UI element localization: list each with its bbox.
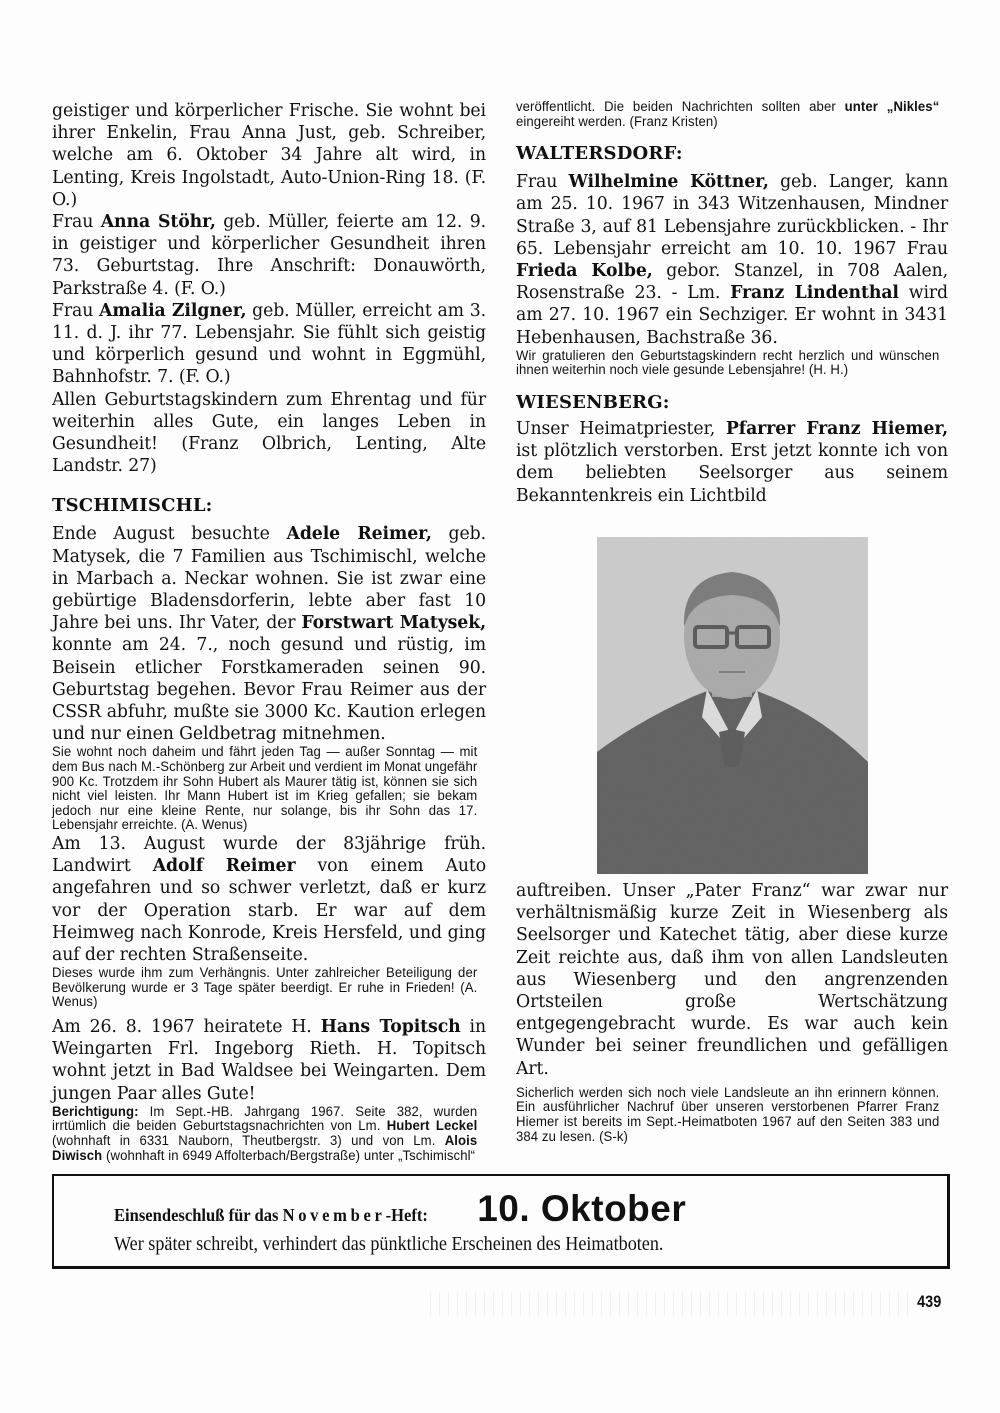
text: von einem Auto angefahren und so schwer verletzt, daß er kurz vor der Operation starb. Er war auf dem Heimweg nach Konrode, Kreis Hersfeld, und ging auf der rechten Straßenseite. <box>52 856 487 966</box>
right-column-lower <box>516 880 948 1144</box>
text: in Weingarten Frl. Ingeborg Rieth. H. Topitsch wohnt jetzt in Bad Waldsee bei Weingarten. Dem jungen Paar alles Gute! <box>52 1017 486 1104</box>
intro-paragraph: geistiger und körperlicher Frische. Sie wohnt bei ihrer Enkelin, Frau Anna Just, geb. Schreiber, welche am 6. Oktober 34 Jahre alt wird, in Lenting, Kreis Ingolstadt, Auto-Union-Ring 18. (F. O.) <box>52 101 486 210</box>
waltersdorf-small-paragraph: Wir gratulieren den Geburtstagskindern recht herzlich und wünschen ihnen weiterhin noch viele gesunde Lebensjahre! (H. H.) <box>516 347 940 378</box>
text: geb. Langer, kann am 25. 10. 1967 in 343 Witzenhausen, Mindner Straße 3, auf 81 Lebensjahre zurückblicken. - Ihr 65. Lebensjahr erreicht am 10. 10. 1967 Frau <box>516 172 948 259</box>
person-name: Franz Lindenthal <box>730 283 899 304</box>
person-name: Hubert Leckel <box>386 1118 478 1134</box>
deadline-line <box>114 1188 686 1230</box>
text: Ende August besuchte <box>52 524 287 545</box>
person-name: Anna Stöhr, <box>100 212 216 233</box>
portrait-photo <box>597 537 868 874</box>
zilgner-paragraph <box>52 300 486 389</box>
deadline-date: 10. Oktober <box>477 1188 687 1229</box>
section-heading-tschimischl: TSCHIMISCHL: <box>52 495 213 517</box>
person-name: Alois Diwisch <box>52 1133 478 1163</box>
nikles-label: unter „Nikles“ <box>844 99 940 114</box>
text: Unser Heimatpriester, <box>516 419 726 439</box>
month: November <box>282 1205 386 1225</box>
text: Im Sept.-HB. Jahrgang 1967. Seite 382, wurden irrtümlich die beiden Geburtstagsnachrichten von Lm. <box>52 1103 478 1134</box>
correction-paragraph <box>52 1105 477 1163</box>
reimer-paragraph <box>52 523 486 745</box>
text: geb. Müller, erreicht am 3. 11. d. J. ihr 77. Lebensjahr. Sie fühlt sich geistig und körperlich gesund und wohnt in Eggmühl, Bahnhofstr. 7. (F. O.) <box>52 300 486 388</box>
text: geb. Müller, feierte am 12. 9. in geistiger und körperlicher Gesundheit ihren 73. Geburtstag. Ihre Anschrift: Donauwörth, Parkstraße 4. (F. O.) <box>52 212 487 299</box>
hiemer-small-paragraph: Sicherlich werden sich noch viele Landsleute an ihn erinnern können. Ein ausführlicher Nachruf über unseren verstorbenen Pfarrer Franz Hiemer ist bereits im Sept.-Heimatboten 1967 auf den Seiten 383 und 384 zu lesen. (S-k) <box>516 1084 940 1144</box>
section-heading-waltersdorf: WALTERSDORF: <box>516 143 683 165</box>
right-column <box>516 100 948 507</box>
deadline-subtext: Wer später schreibt, verhindert das pünktliche Erscheinen des Heimatboten. <box>114 1234 664 1255</box>
person-name: Adele Reimer, <box>286 524 432 545</box>
text: ist plötzlich verstorben. Erst jetzt konnte ich von dem beliebten Seelsorger aus seinem Bekanntenkreis ein Lichtbild <box>516 441 948 506</box>
deadline-notice-box <box>52 1174 950 1269</box>
text: veröffentlicht. Die beiden Nachrichten sollten aber <box>516 99 845 114</box>
text: konnte am 24. 7., noch gesund und rüstig, im Beisein etlicher Forstkameraden seinen 90. Geburtstag begehen. Bevor Frau Reimer aus der CSSR abfuhr, mußte sie 3000 Kc. Kaution erlegen und nur einen Geldbetrag mitnehmen. <box>52 635 486 745</box>
text: Frau <box>516 172 569 193</box>
person-name: Forstwart Matysek, <box>301 613 486 634</box>
text: wird am 27. 10. 1967 ein Sechziger. Er wohnt in 3431 Hebenhausen, Bachstraße 36. <box>516 283 948 348</box>
deadline-label <box>114 1205 428 1226</box>
adolf-paragraph <box>52 833 486 966</box>
koettner-paragraph <box>516 171 948 349</box>
left-column <box>52 100 486 1163</box>
hiemer-paragraph <box>516 418 948 507</box>
page-number: 439 <box>917 1292 942 1311</box>
hiemer-continuation: auftreiben. Unser „Pater Franz“ war zwar nur verhältnismäßig kurze Zeit in Wiesenberg als Seelsorger und Katechet tätig, aber diese kurze Zeit reichte aus, daß ihm von allen Landsleuten aus Wiesenberg und den angrenzenden Ortsteilen große Wertschätzung entgegengebracht wurde. Es war auch kein Wunder bei seiner freundlichen und gefälligen Art. <box>516 881 948 1079</box>
stoehr-paragraph <box>52 211 486 300</box>
adolf-small-paragraph: Dieses wurde ihm zum Verhängnis. Unter zahlreicher Beteiligung der Bevölkerung wurde er 3 Tage später beerdigt. Er ruhe in Frieden! (A. Wenus) <box>52 965 478 1010</box>
section-heading-wiesenberg: WIESENBERG: <box>516 392 670 413</box>
text: (wohnhaft in 6331 Nauborn, Theutbergstr. 3) und von Lm. <box>52 1133 445 1149</box>
text: gebor. Stanzel, in 708 Aalen, Rosenstraße 23. - Lm. <box>516 261 948 304</box>
wishes-paragraph: Allen Geburtstagskindern zum Ehrentag und für weiterhin alles Gute, ein langes Leben in Gesundheit! (Franz Olbrich, Lenting, Alte Landstr. 27) <box>52 389 486 477</box>
text: Frau <box>52 300 100 321</box>
correction-continuation <box>516 100 939 129</box>
text: geb. Matysek, die 7 Familien aus Tschimischl, welche in Marbach a. Neckar wohnen. Sie ist zwar eine gebürtige Bladensdorferin, lebte aber fast 10 Jahre bei uns. Ihr Vater, der <box>52 524 486 634</box>
person-name: Wilhelmine Köttner, <box>568 172 769 193</box>
text: eingereiht werden. (Franz Kristen) <box>516 113 718 129</box>
text: Einsendeschluß für das <box>114 1205 283 1225</box>
text: (wohnhaft in 6949 Affolterbach/Bergstraße) unter „Tschimischl“ <box>102 1147 476 1163</box>
portrait-image <box>597 537 868 874</box>
person-name: Adolf Reimer <box>152 856 296 877</box>
text: Frau <box>52 212 101 233</box>
scan-artifact <box>430 1292 910 1316</box>
topitsch-paragraph <box>52 1016 486 1105</box>
text: -Heft: <box>385 1205 428 1225</box>
person-name: Hans Topitsch <box>320 1017 461 1038</box>
correction-label: Berichtigung: <box>52 1103 139 1119</box>
person-name: Frieda Kolbe, <box>516 261 653 281</box>
text: Am 13. August wurde der 83jährige früh. Landwirt <box>52 834 486 877</box>
text: Am 26. 8. 1967 heiratete H. <box>52 1017 321 1038</box>
person-name: Pfarrer Franz Hiemer, <box>725 419 948 439</box>
reimer-small-paragraph: Sie wohnt noch daheim und fährt jeden Tag — außer Sonntag — mit dem Bus nach M.-Schönberg zur Arbeit und verdient im Monat ungefähr 900 Kc. Trotzdem ihr Sohn Hubert als Maurer tätig ist, können sie sich nicht viel leisten. Ihr Mann Hubert ist im Krieg gefallen; sie bekam jedoch nur eine kleine Rente, nur solange, bis ihr Sohn das 17. Lebensjahr erreichte. (A. Wenus) <box>52 744 478 833</box>
person-name: Amalia Zilgner, <box>99 300 247 321</box>
